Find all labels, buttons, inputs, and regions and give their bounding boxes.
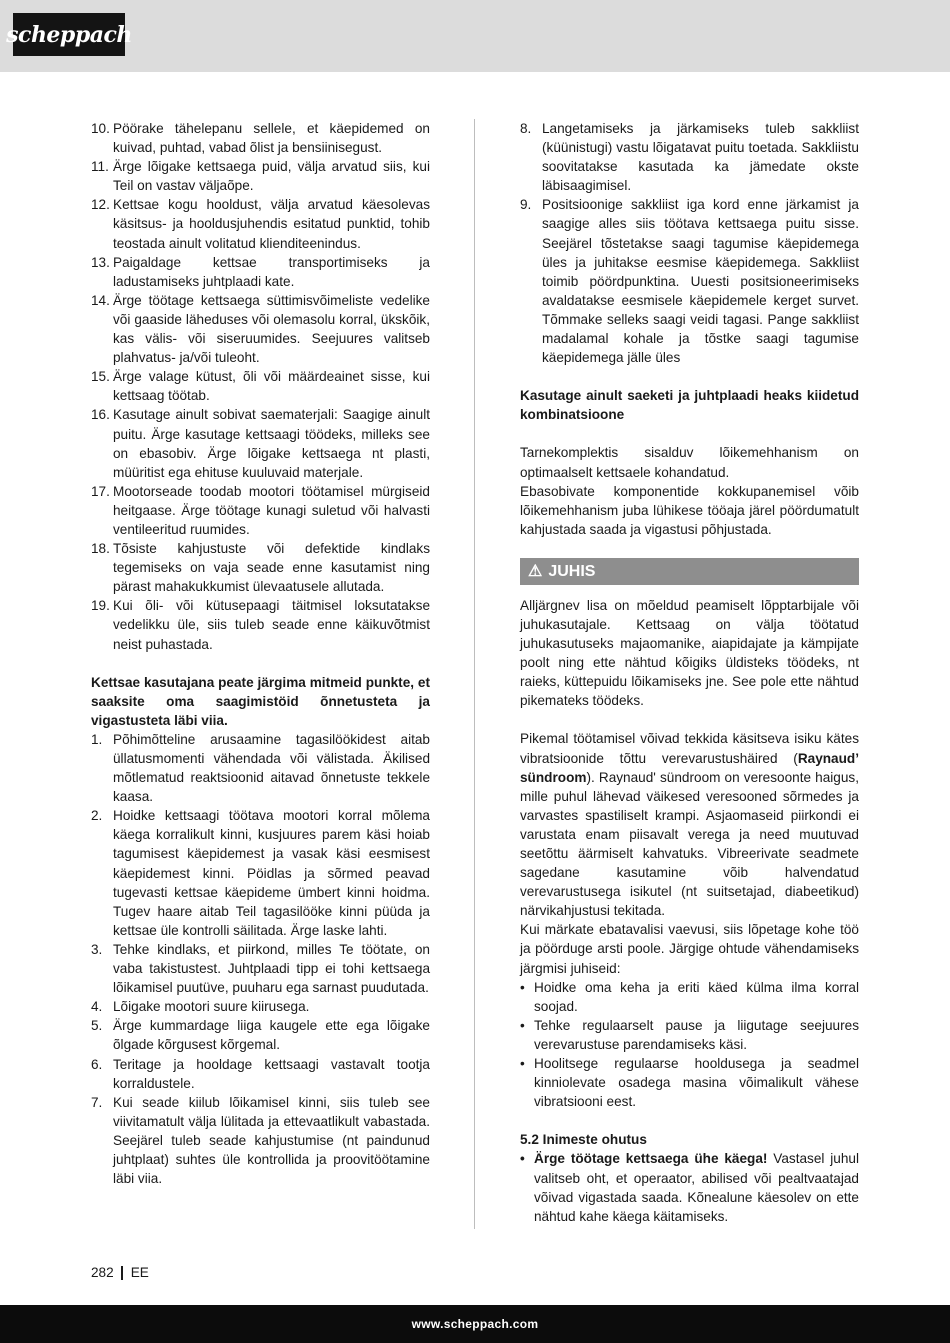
item-number: 17.	[91, 483, 110, 499]
item-number: 11.	[91, 159, 109, 175]
header-bar	[0, 0, 950, 72]
safety-list-top	[91, 119, 430, 654]
bullet-icon: •	[520, 1017, 525, 1033]
item-text: Ärge valage kütust, õli või määrdeainet sisse, kui kettsaag töötab.	[113, 369, 430, 404]
item-number: 3.	[91, 941, 103, 957]
item-text: Kui õli- või kütusepaagi täitmisel loksutatakse vedelikku üle, siis tuleb seade enne käikuvõtmist neist puhastada.	[113, 598, 430, 652]
item-number: 12.	[91, 197, 110, 213]
raynaud-term: Raynaud’ sündroom	[520, 750, 859, 785]
warning-text: Vastasel juhul valitseb oht, et operaator, abilised või pealtvaatajad võivad vigastada saada. Kõnealune käesolev on ette nähtud kahe käega käitamiseks.	[534, 1151, 859, 1224]
paragraph-symptoms: Kui märkate ebatavalisi vaevusi, siis lõpetage kohe töö ja pöörduge arsti poole. Järgige ohtude vähendamiseks järgmisi juhiseid:	[520, 922, 859, 976]
item-number: 8.	[520, 121, 532, 136]
footer-bar	[0, 1305, 950, 1343]
list-item	[520, 1016, 859, 1054]
item-text: Pöörake tähelepanu sellele, et käepidemed on kuivad, puhtad, vabad õlist ja bensiinisegust.	[113, 121, 430, 156]
list-item	[91, 806, 430, 940]
bullet-icon: •	[520, 1151, 525, 1167]
right-column	[520, 119, 859, 1226]
item-number: 6.	[91, 1056, 103, 1072]
list-item	[91, 730, 430, 806]
list-item	[91, 405, 430, 481]
list-item	[91, 291, 430, 367]
bullet-icon: •	[520, 1056, 525, 1072]
item-text: Lõigake mootori suure kiirusega.	[113, 999, 310, 1015]
list-item	[91, 195, 430, 252]
item-number: 16.	[91, 407, 110, 423]
website-link[interactable]: www.scheppach.com	[411, 1317, 539, 1331]
safety-list-bottom	[91, 730, 430, 1188]
item-text: Paigaldage kettsae transportimiseks ja ladustamiseks juhtplaadi kate.	[113, 254, 430, 289]
section-title: 5.2 Inimeste ohutus	[520, 1132, 647, 1148]
item-text: Ärge kummardage liiga kaugele ette ega lõigake õlgade kõrgusest kõrgemal.	[113, 1018, 430, 1053]
item-text: Ärge töötage kettsaega süttimisvõimeliste vedelike või gaaside läheduses või olemasolu korral, ükskõik, kas välis- või siseruumides. Seejuures valitseb plahvatus- ja/või tuleoht.	[113, 292, 430, 366]
safety-list-continued	[520, 119, 859, 367]
item-text: Kasutage ainult sobivat saematerjali: Saagige ainult puitu. Ärge kasutage kettsaagi töödeks, milleks see on ebasobiv. Ärge lõigake kettsaega nt plasti, müüritist ega ehituse kuuluvaid materjale.	[113, 407, 430, 480]
list-item	[91, 253, 430, 291]
list-item	[91, 997, 430, 1016]
page-indicator	[91, 1265, 149, 1280]
item-number: 9.	[520, 197, 532, 213]
page-separator	[121, 1266, 123, 1280]
item-text: Positsioonige sakkliist iga kord enne järkamist ja saagige alles siis töötava kettsaega puitu sisse. Seejärel tõstetakse saagi tagumise käepidemega üles ja juhitakse eesmise käepidemega. Sakkliist toimib pöördpunktina. Uuesti positsioneerimiseks avaldatakse eesmisele käepidemele kerget survet. Tõmmake selleks saagi veidi tagasi. Pange sakkliist madalamal kohale ja tõstke saagi tagumise käepidemega jälle üles	[542, 197, 859, 366]
vibration-tips-list	[520, 978, 859, 1112]
list-item	[520, 195, 859, 367]
paragraph-intended-use: Alljärgnev lisa on mõeldud peamiselt lõpptarbijale või juhukasutajale. Kettsaag on välja töötatud juhukasutuseks majaomanike, aiapidajate ja kämpijate poolt ning ette nähtud kõigiks üldisteks töödeks, nt raieks, küttepuidu lõikamiseks jne. See pole ette nähtud pikemateks töödeks.	[520, 597, 859, 709]
list-item	[520, 1149, 859, 1225]
list-item	[91, 157, 430, 195]
item-number: 14.	[91, 292, 110, 308]
item-text: Teritage ja hooldage kettsaagi vastavalt tootja korraldustele.	[113, 1056, 430, 1091]
person-safety-list	[520, 1149, 859, 1225]
list-item	[91, 940, 430, 997]
item-number: 13.	[91, 254, 110, 270]
paragraph-unsuitable-components: Ebasobivate komponentide kokkupanemisel võib lõikemehhanism juba lühikese tööaja järel pöördumatult kahjustada saada ja vigastusi põhjustada.	[520, 483, 859, 537]
item-number: 2.	[91, 808, 103, 824]
list-item	[91, 539, 430, 596]
bullet-icon: •	[520, 979, 525, 995]
item-text: Langetamiseks ja järkamiseks tuleb sakkliist (küünistugi) vastu lõigatavat puitu toetada. Sakkliistu soovitatakse kasutada ka jämedate okste läbisaagimisel.	[542, 121, 859, 194]
item-text: Kettsae kogu hooldust, välja arvatud käesolevas käsitsus- ja hooldusjuhendis esitatud punktid, tohib teostada ainult volitatud klienditeenindus.	[113, 197, 430, 251]
item-text: Hoidke oma keha ja eriti käed külma ilma korral soojad.	[534, 979, 859, 1014]
left-heading: Kettsae kasutajana peate järgima mitmeid punkte, et saaksite oma saagimistöid õnnetusteta ja vigastusteta läbi viia.	[91, 674, 430, 728]
warning-bold-text: Ärge töötage kettsaega ühe käega!	[534, 1151, 768, 1167]
item-number: 5.	[91, 1018, 103, 1034]
language-code: EE	[130, 1265, 149, 1280]
list-item	[520, 119, 859, 195]
item-number: 4.	[91, 999, 103, 1015]
item-number: 15.	[91, 369, 110, 385]
item-text: Tehke kindlaks, et piirkond, milles Te töötate, on vaba takistustest. Juhtplaadi tipp ei tohi kettsaega lõikamisel puutüve, puuharu ega sarnast puudutada.	[113, 941, 430, 996]
page-number: 282	[91, 1265, 114, 1280]
paragraph-raynaud	[520, 729, 859, 920]
list-item	[91, 1055, 430, 1093]
item-text: Kui seade kiilub lõikamisel kinni, siis tuleb see viivitamatult välja lülitada ja ettevaatlikult vabastada. Seejärel tuleb seade kahjustumise (nt paindunud juhtplaat) suhtes üle kontrollida ja proovitöötamine läbi viia.	[113, 1094, 430, 1187]
list-item	[520, 978, 859, 1016]
item-text: Tõsiste kahjustuste või defektide kindlaks tegemiseks on vaja seade enne kasutamist ning pärast mahakukkumist ülevaatusele allutada.	[113, 541, 430, 595]
item-text: Mootorseade toodab mootori töötamisel mürgiseid heitgaase. Ärge töötage kunagi suletud või halvasti ventileeritud ruumides.	[113, 483, 430, 537]
item-number: 7.	[91, 1094, 103, 1110]
item-number: 18.	[91, 541, 110, 557]
brand-logo: scheppach	[13, 13, 125, 56]
right-heading: Kasutage ainult saeketi ja juhtplaadi heaks kiidetud kombinatsioone	[520, 388, 859, 423]
list-item	[91, 119, 430, 157]
item-number: 10.	[91, 121, 110, 136]
list-item	[91, 1093, 430, 1188]
column-divider	[474, 119, 475, 1229]
warning-icon: ⚠	[528, 562, 543, 580]
notice-title: JUHIS	[548, 562, 596, 580]
list-item	[91, 1016, 430, 1054]
notice-banner	[520, 558, 859, 585]
item-number: 1.	[91, 731, 103, 747]
item-text: Põhimõtteline arusaamine tagasilöökidest aitab üllatusmomenti vähendada või välistada. Äkilised mõtlematud reaktsioonid aitavad õnnetuste tekkele kaasa.	[113, 731, 430, 805]
list-item	[520, 1054, 859, 1111]
raynaud-text-b: ). Raynaud' sündroom on veresoonte haigus, mille puhul lähevad väikesed veresooned sõrmedes ja varvastes spastiliselt krampi. Asjaomaseid piirkondi ei varustata enam piisavalt verega ja need muutuvad seetõttu äärmiselt kahvatuks. Vibreerivate seadmete sagedane kasutamine võib halvendatud verevarustusega isikutel (nt suitsetajad, diabeetikud) närvikahjustusi tekitada.	[520, 769, 859, 919]
list-item	[91, 596, 430, 653]
list-item	[91, 482, 430, 539]
item-text: Hoolitsege regulaarse hooldusega ja seadmel kinniolevate osadega masina võimalikult vähese vibratsiooni eest.	[534, 1056, 859, 1110]
left-column	[91, 119, 430, 1188]
item-text: Hoidke kettsaagi töötava mootori korral mõlema käega korralikult kinni, kusjuures parem käsi hoiab tagumisest käepidemest ja vasak käsi eesmisest käepidemest kinni. Pöidlas ja sõrmed peavad tugevasti kettsae käepideme ümbert kinni hoidma. Tugev haare aitab Teil tagasilööke kinni püüda ja kettsae üle kontrolli säilitada. Ärge laske lahti.	[113, 808, 430, 938]
item-text: Tehke regulaarselt pause ja liigutage seejuures verevarustuse parendamiseks käsi.	[534, 1017, 859, 1052]
item-number: 19.	[91, 598, 110, 614]
list-item	[91, 367, 430, 405]
raynaud-text-a: Pikemal töötamisel võivad tekkida käsitseva isiku kätes vibratsioonide tõttu verevarustushäired (	[520, 731, 859, 766]
paragraph-cutting-mechanism: Tarnekomplektis sisalduv lõikemehhanism on optimaalselt kettsaele kohandatud.	[520, 445, 859, 480]
item-text: Ärge lõigake kettsaega puid, välja arvatud siis, kui Teil on vastav väljaõpe.	[113, 159, 430, 194]
